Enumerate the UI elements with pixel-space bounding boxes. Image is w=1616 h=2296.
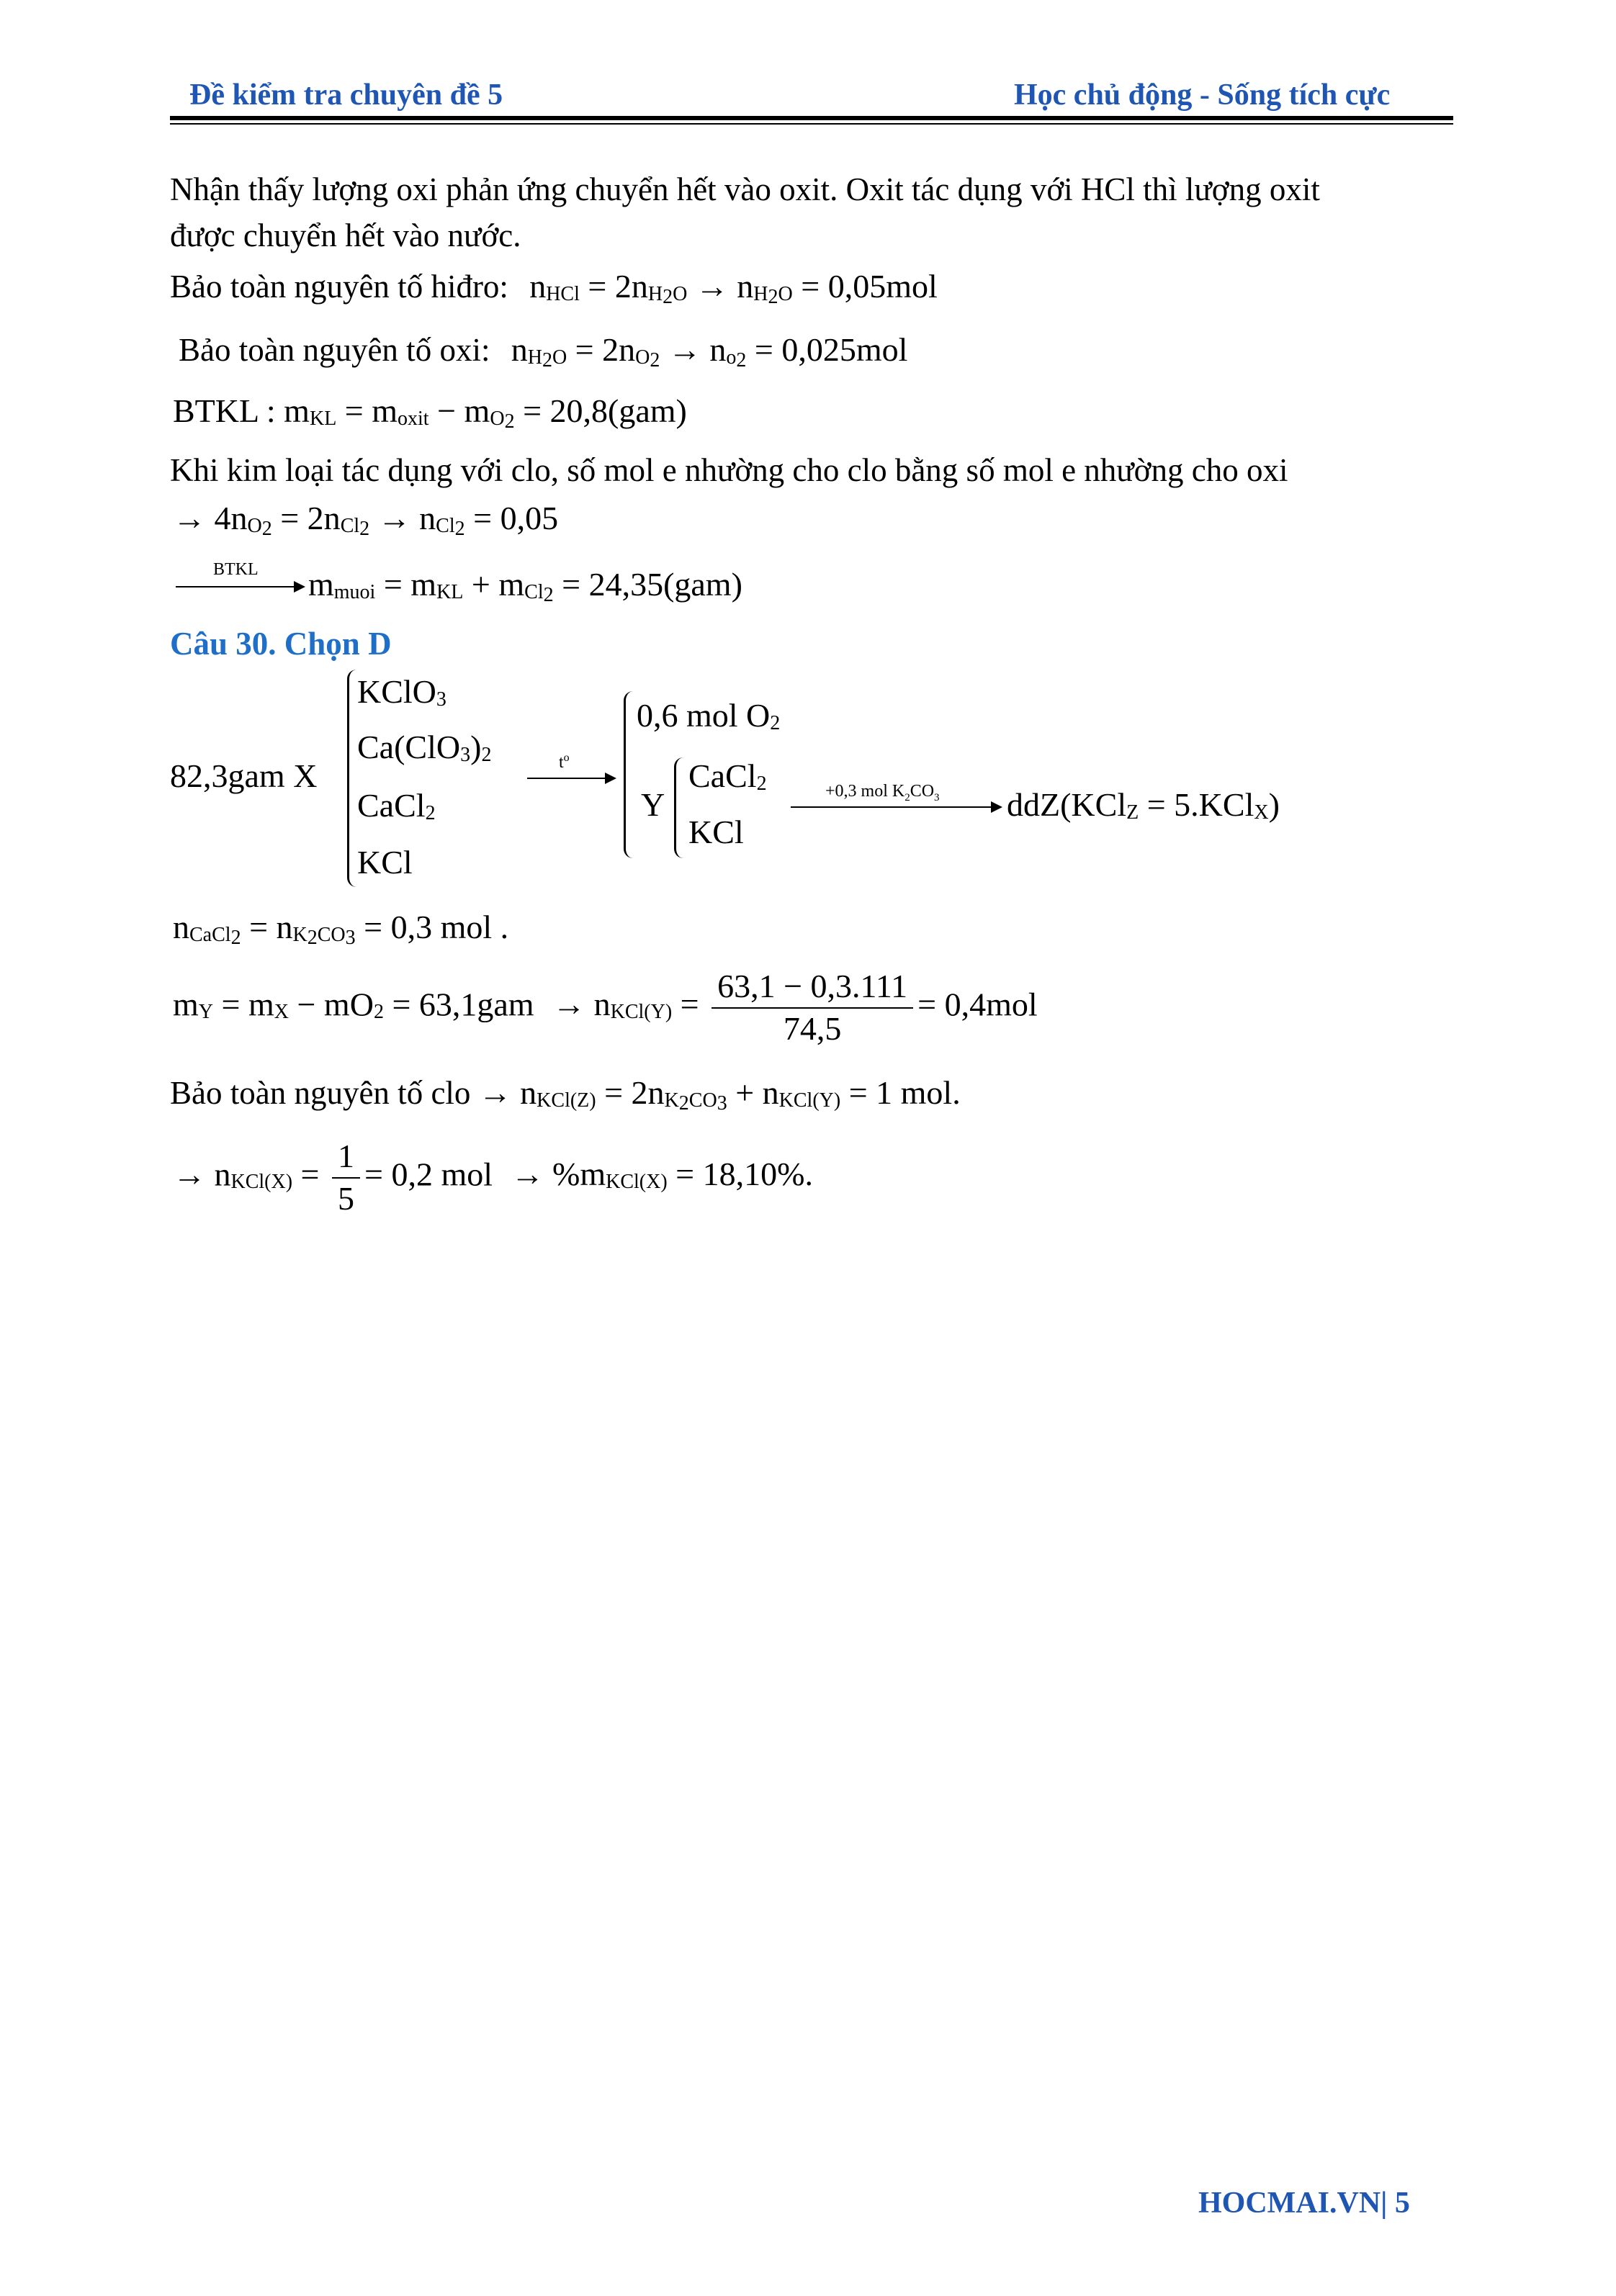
footer-page-number: HOCMAI.VN| 5 (1198, 2187, 1410, 2220)
btkl-label: BTKL (173, 392, 259, 429)
x-kcl: KCl (357, 844, 413, 881)
text-line-6: Khi kim loại tác dụng với clo, số mol e nhường cho clo bằng số mol e nhường cho oxi (170, 452, 1288, 488)
cacl2-moles: $n_{CaCl_2} = n_{K_2CO_3} = 0,3$ mol . (173, 909, 509, 949)
kcl-y-fraction: $\frac{63,1 - 0,3.111}{74,5}$ (712, 968, 913, 1048)
header-right: Học chủ động - Sống tích cực (1014, 78, 1391, 112)
metal-mass: 20,8(gam) (549, 392, 687, 429)
x-brace (347, 670, 356, 887)
header-rule-thin (170, 123, 1453, 125)
section-title: Câu 30. Chọn D (170, 626, 392, 662)
cl2-moles: 0,05 (500, 500, 559, 536)
solid-y-label: Y (641, 786, 665, 823)
header-left: Đề kiểm tra chuyên đề 5 (189, 78, 503, 112)
text-line-1: Nhận thấy lượng oxi phản ứng chuyển hết vào oxit. Oxit tác dụng với HCl thì lượng oxit (170, 171, 1320, 207)
kcl-percent: 18,10%. (702, 1156, 813, 1193)
hydrogen-conservation: Bảo toàn nguyên tố hiđro: $n_{HCl} = 2n_{H_2O} \to n_{H_2O} = 0,05mol$ (170, 268, 938, 308)
oxygen-conservation: Bảo toàn nguyên tố oxi: $n_{H_2O} = 2n_{O_2} \to n_{o_2} = 0,025mol$ (179, 331, 908, 372)
y-cacl2: CaCl$_2$ (688, 757, 767, 795)
h2o-moles: 0,05mol (827, 268, 938, 305)
mass-balance: BTKL : $m_{KL} = m_{oxit} - m_{O_2} = 20,8(gam)$ (173, 392, 687, 433)
kcl-x-fraction: $\frac{1}{5}$ (332, 1138, 360, 1218)
products-brace (624, 691, 633, 858)
btkl-arrow-label: BTKL (213, 560, 259, 579)
kcl-z-value: 1 mol. (876, 1074, 961, 1111)
x-caclo32: $Ca(ClO_3)_2$ (357, 729, 492, 766)
kcl-y-moles: $m_Y = m_X - mO_2 = 63,1gam \to n_{KCl(Y)}$ = $\frac{63,1 - 0,3.111}{74,5}$ = 0,4mol (173, 968, 1038, 1047)
chlorine-conservation: Bảo toàn nguyên tố clo → $n_{KCl(Z)} = 2n_{K_2CO_3} + n_{KCl(Y)} = 1$ mol. (170, 1074, 961, 1115)
reagent-arrow (791, 806, 1000, 808)
salt-mass: $m_{muoi} = m_{KL} + m_{Cl_2} = 24,35(gam)$ (308, 566, 742, 606)
oxygen-label: Bảo toàn nguyên tố oxi: (179, 332, 490, 368)
salt-mass-value: 24,35(gam) (588, 566, 742, 603)
solution-z: ddZ(KCl$_Z$ = 5.KCl$_X$) (1007, 786, 1280, 824)
btkl-arrow (176, 586, 302, 587)
cacl2-moles-value: 0,3 mol . (390, 909, 509, 945)
heat-arrow (527, 778, 614, 779)
header-rule (170, 116, 1453, 120)
kcl-y-value: 0,4mol (944, 986, 1038, 1023)
x-kclo3: KClO$_3$ (357, 673, 446, 711)
kcl-x-moles: 0,2 mol (391, 1156, 493, 1193)
o2-moles: 0,025mol (781, 331, 908, 368)
kcl-x-result: → $n_{KCl(X)}$ = $\frac{1}{5}$ = 0,2 mol → $\%m_{KCl(X)} = 18,10\%$. (173, 1138, 813, 1217)
y-kcl: KCl (688, 814, 744, 850)
chlorine-label: Bảo toàn nguyên tố clo (170, 1075, 471, 1111)
heat-label: $t^o$ (559, 752, 570, 772)
reagent-label: +0,3 mol $K_2CO_3$ (825, 782, 940, 803)
x-cacl2: CaCl$_2$ (357, 787, 436, 824)
mass-y: 63,1gam (418, 986, 534, 1023)
text-line-2: được chuyển hết vào nước. (170, 217, 521, 253)
chlorine-relation: → $4n_{O_2} = 2n_{Cl_2} \to n_{Cl_2} = 0,05$ (173, 500, 559, 540)
oxygen-released: 0,6 mol $O_2$ (637, 697, 781, 734)
hydrogen-label: Bảo toàn nguyên tố hiđro: (170, 269, 508, 305)
mixture-x-mass: 82,3gam X (170, 757, 318, 794)
y-brace (674, 757, 683, 858)
